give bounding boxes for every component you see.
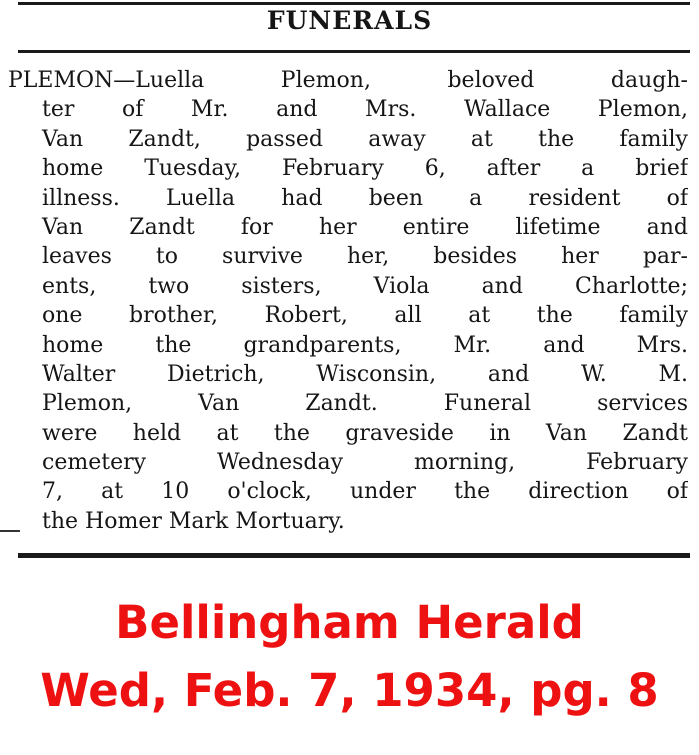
article-line: 7, at 10 o'clock, under the direction of [42, 479, 688, 505]
date-page-caption: Wed, Feb. 7, 1934, pg. 8 [40, 664, 659, 717]
article-line: PLEMON—Luella Plemon, beloved daugh- [8, 68, 688, 93]
article-line: Van Zandt, passed away at the family [42, 126, 688, 152]
article-line: Van Zandt for her entire lifetime and [42, 214, 688, 240]
article-line: the Homer Mark Mortuary. [42, 508, 345, 534]
article-line: one brother, Robert, all at the family [42, 303, 688, 329]
article-line: leaves to survive her, besides her par- [42, 244, 688, 270]
article-line: Plemon, Van Zandt. Funeral services [42, 391, 688, 417]
article-line: illness. Luella had been a resident of [42, 185, 688, 211]
heading-rule [18, 50, 690, 53]
bottom-rule [18, 553, 690, 558]
article-line: were held at the graveside in Van Zandt [42, 420, 688, 446]
article-line: ents, two sisters, Viola and Charlotte; [42, 273, 688, 299]
article-line: cemetery Wednesday morning, February [42, 450, 688, 476]
margin-dash [0, 530, 20, 532]
obituary-article [8, 66, 688, 536]
article-line: home the grandparents, Mr. and Mrs. [42, 332, 688, 358]
article-line: Walter Dietrich, Wisconsin, and W. M. [42, 361, 688, 387]
article-line: home Tuesday, February 6, after a brief [42, 156, 688, 182]
article-line: ter of Mr. and Mrs. Wallace Plemon, [42, 97, 688, 123]
top-rule [18, 2, 690, 5]
newspaper-name-caption: Bellingham Herald [115, 596, 584, 649]
section-heading: FUNERALS [266, 6, 433, 35]
